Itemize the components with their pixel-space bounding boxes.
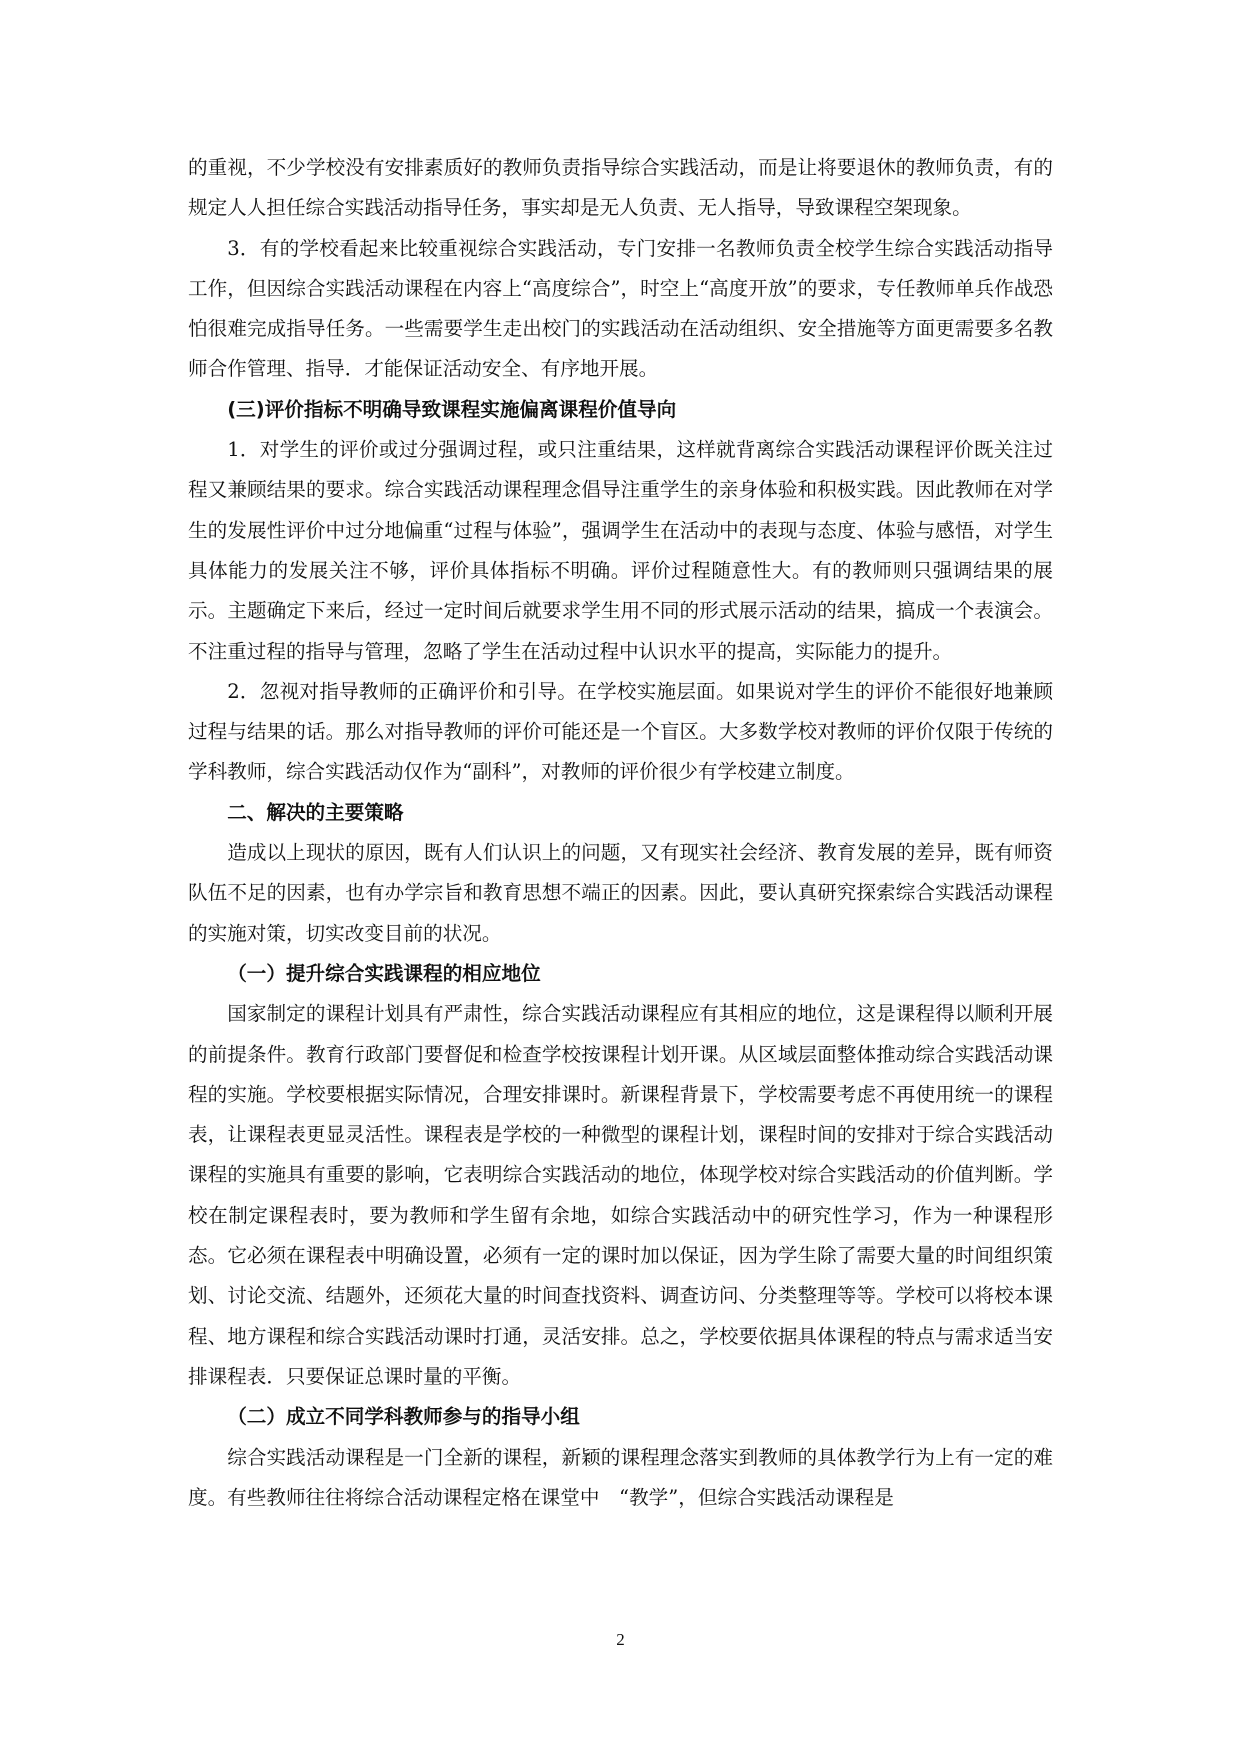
document-body [188,148,1053,1518]
section-heading-strategies: 二、解决的主要策略 [227,800,404,824]
paragraph-3: 1．对学生的评价或过分强调过程，或只注重结果，这样就背离综合实践活动课程评价既关注过程又兼顾结果的要求。综合实践活动课程理念倡导注重学生的亲身体验和积极实践。因此教师在对学生的发展性评价中过分地偏重“过程与体验”，强调学生在活动中的表现与态度、体验与感悟，对学生具体能力的发展关注不够，评价具体指标不明确。评价过程随意性大。有的教师则只强调结果的展示。主题确定下来后，经过一定时间后就要求学生用不同的形式展示活动的结果，搞成一个表演会。不注重过程的指导与管理，忽略了学生在活动过程中认识水平的提高，实际能力的提升。 [188,438,1053,663]
page-number: 2 [616,1630,625,1649]
paragraph-4: 2．忽视对指导教师的正确评价和引导。在学校实施层面。如果说对学生的评价不能很好地兼顾过程与结果的话。那么对指导教师的评价可能还是一个盲区。大多数学校对教师的评价仅限于传统的学科教师，综合实践活动仅作为“副科”，对教师的评价很少有学校建立制度。 [188,679,1053,784]
paragraph-7: 综合实践活动课程是一门全新的课程，新颖的课程理念落实到教师的具体教学行为上有一定的难度。有些教师往往将综合活动课程定格在课堂中 “教学”，但综合实践活动课程是 [188,1445,1053,1509]
paragraph-5: 造成以上现状的原因，既有人们认识上的问题，又有现实社会经济、教育发展的差异，既有师资队伍不足的因素，也有办学宗旨和教育思想不端正的因素。因此，要认真研究探索综合实践活动课程的实施对策，切实改变目前的状况。 [188,841,1053,945]
paragraph-2: 3．有的学校看起来比较重视综合实践活动，专门安排一名教师负责全校学生综合实践活动指导工作，但因综合实践活动课程在内容上“高度综合”，时空上“高度开放”的要求，专任教师单兵作战恐怕很难完成指导任务。一些需要学生走出校门的实践活动在活动组织、安全措施等方面更需要多名教师合作管理、指导．才能保证活动安全、有序地开展。 [188,236,1053,381]
section-heading-guidance-group: （二）成立不同学科教师参与的指导小组 [227,1405,580,1429]
section-heading-status: （一）提升综合实践课程的相应地位 [227,961,541,985]
section-heading-evaluation: (三)评价指标不明确导致课程实施偏离课程价值导向 [227,397,677,421]
paragraph-6: 国家制定的课程计划具有严肃性，综合实践活动课程应有其相应的地位，这是课程得以顺利开展的前提条件。教育行政部门要督促和检查学校按课程计划开课。从区域层面整体推动综合实践活动课程的实施。学校要根据实际情况，合理安排课时。新课程背景下，学校需要考虑不再使用统一的课程表，让课程表更显灵活性。课程表是学校的一种微型的课程计划，课程时间的安排对于综合实践活动课程的实施具有重要的影响，它表明综合实践活动的地位，体现学校对综合实践活动的价值判断。学校在制定课程表时，要为教师和学生留有余地，如综合实践活动中的研究性学习，作为一种课程形态。它必须在课程表中明确设置，必须有一定的课时加以保证，因为学生除了需要大量的时间组织策划、讨论交流、结题外，还须花大量的时间查找资料、调查访问、分类整理等等。学校可以将校本课程、地方课程和综合实践活动课时打通，灵活安排。总之，学校要依据具体课程的特点与需求适当安排课程表．只要保证总课时量的平衡。 [188,1002,1053,1388]
paragraph-1: 的重视，不少学校没有安排素质好的教师负责指导综合实践活动，而是让将要退休的教师负责，有的规定人人担任综合实践活动指导任务，事实却是无人负责、无人指导，导致课程空架现象。 [188,156,1053,220]
